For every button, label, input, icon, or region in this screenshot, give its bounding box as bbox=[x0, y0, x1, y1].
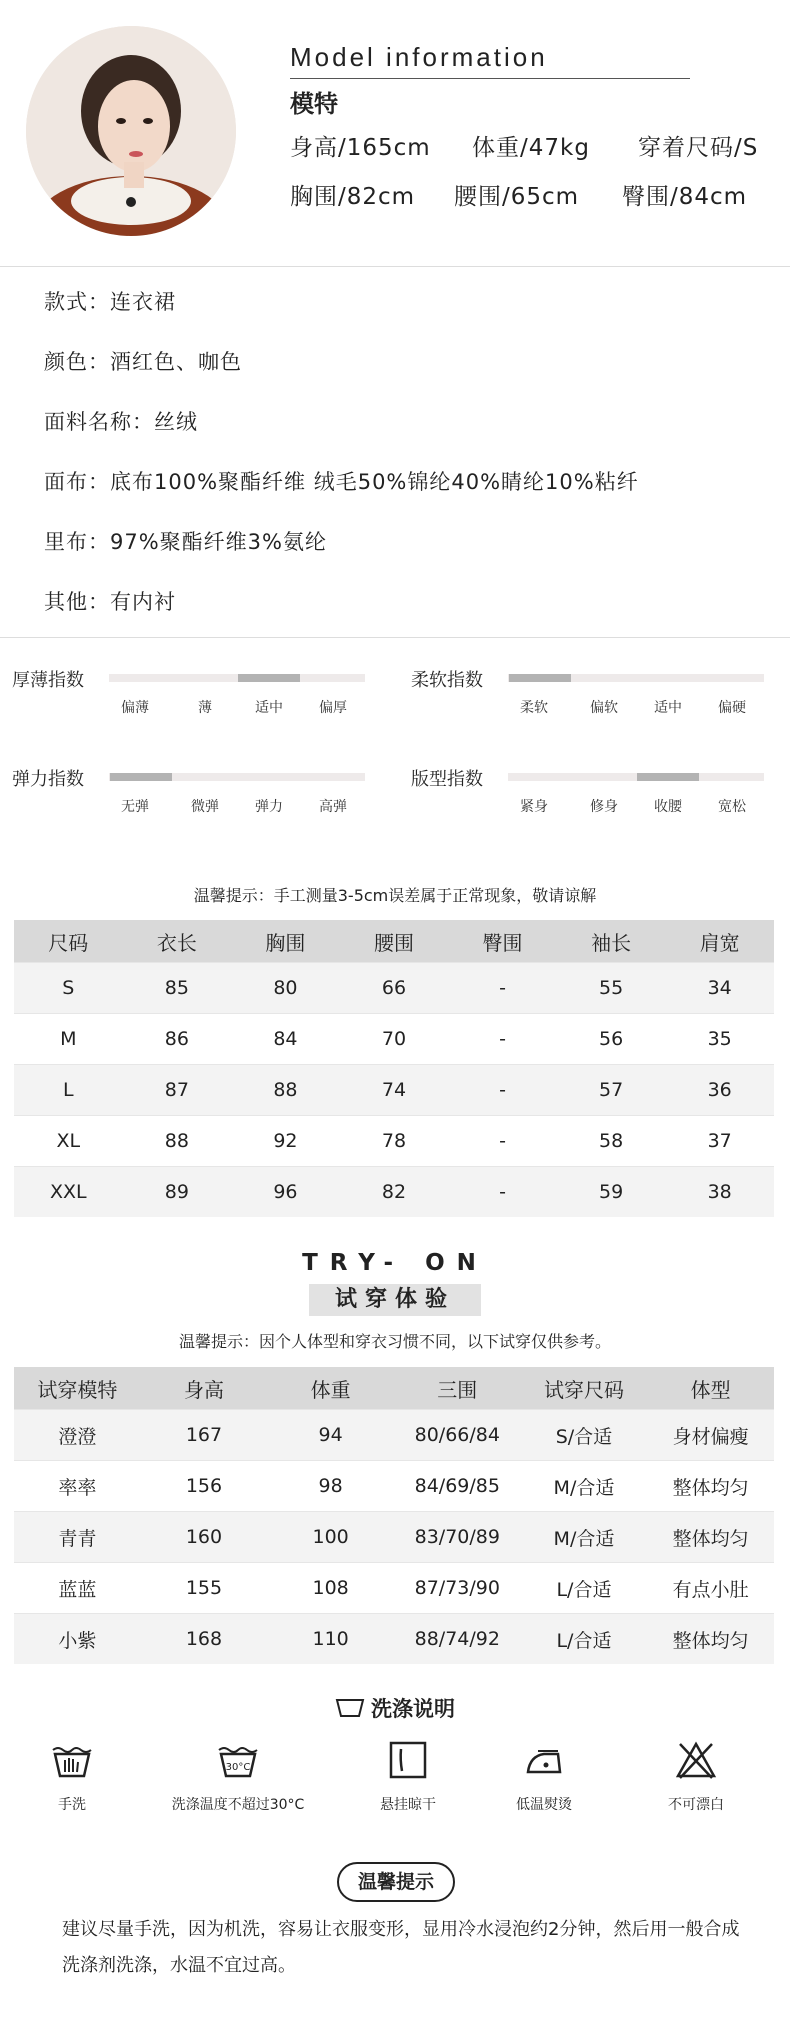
column-header: 腰围 bbox=[340, 920, 449, 963]
tryon-note: 温馨提示：因个人体型和穿衣习惯不同，以下试穿仅供参考。 bbox=[178, 1332, 611, 1351]
index-bar bbox=[508, 674, 764, 682]
column-header: 体型 bbox=[647, 1367, 774, 1410]
column-header: 尺码 bbox=[14, 920, 123, 963]
column-header: 臀围 bbox=[448, 920, 557, 963]
index-bar bbox=[508, 773, 764, 781]
index-tick-label: 高弹 bbox=[319, 799, 347, 815]
table-cell: XXL bbox=[14, 1167, 123, 1218]
table-cell: 55 bbox=[557, 963, 666, 1014]
spec-other: 其他：有内衬 bbox=[44, 590, 176, 614]
tryon-title-cn: 试穿体验 bbox=[309, 1284, 481, 1316]
table-cell: 167 bbox=[141, 1410, 268, 1461]
wash-instruction bbox=[469, 1738, 619, 1814]
table-cell: 35 bbox=[665, 1014, 774, 1065]
wash-label: 洗涤温度不超过30°C bbox=[171, 1797, 305, 1813]
index-tick-label: 偏硬 bbox=[718, 700, 746, 716]
wash-temp-text: 30°C bbox=[225, 1762, 251, 1773]
table-header-row bbox=[14, 920, 774, 963]
index-bar bbox=[109, 674, 365, 682]
table-cell: 84/69/85 bbox=[394, 1461, 521, 1512]
index-label: 版型指数 bbox=[411, 769, 483, 790]
table-cell: 57 bbox=[557, 1065, 666, 1116]
table-cell: 身材偏瘦 bbox=[647, 1410, 774, 1461]
index-tick-label: 薄 bbox=[198, 700, 212, 716]
tryon-table bbox=[14, 1367, 774, 1664]
table-cell: 156 bbox=[141, 1461, 268, 1512]
table-cell: S/合适 bbox=[521, 1410, 648, 1461]
table-row bbox=[14, 1512, 774, 1563]
index-tick-label: 紧身 bbox=[520, 799, 548, 815]
table-cell: 85 bbox=[123, 963, 232, 1014]
index-tick-label: 修身 bbox=[590, 799, 618, 815]
table-cell: S bbox=[14, 963, 123, 1014]
table-cell: 86 bbox=[123, 1014, 232, 1065]
index-tick-label: 收腰 bbox=[654, 799, 682, 815]
wash-instruction bbox=[621, 1738, 771, 1814]
model-photo bbox=[26, 26, 236, 236]
table-row bbox=[14, 1563, 774, 1614]
column-header: 胸围 bbox=[231, 920, 340, 963]
table-cell: 92 bbox=[231, 1116, 340, 1167]
table-cell: 155 bbox=[141, 1563, 268, 1614]
column-header: 袖长 bbox=[557, 920, 666, 963]
table-cell: 87 bbox=[123, 1065, 232, 1116]
wash-label: 低温熨烫 bbox=[516, 1797, 572, 1813]
model-height: 身高/165cm bbox=[290, 135, 431, 161]
wash-title bbox=[0, 1693, 790, 1724]
wash-label: 不可漂白 bbox=[668, 1797, 724, 1813]
title-underline bbox=[290, 78, 690, 79]
table-row bbox=[14, 1614, 774, 1665]
column-header: 体重 bbox=[267, 1367, 394, 1410]
model-info-title: Model information bbox=[290, 42, 548, 72]
column-header: 身高 bbox=[141, 1367, 268, 1410]
table-cell: 青青 bbox=[14, 1512, 141, 1563]
model-bust: 胸围/82cm bbox=[290, 184, 416, 210]
column-header: 试穿模特 bbox=[14, 1367, 141, 1410]
table-cell: 蓝蓝 bbox=[14, 1563, 141, 1614]
table-cell: 88 bbox=[231, 1065, 340, 1116]
table-cell: 160 bbox=[141, 1512, 268, 1563]
table-row bbox=[14, 1065, 774, 1116]
table-cell: 89 bbox=[123, 1167, 232, 1218]
index-bar-fill bbox=[637, 773, 699, 781]
low-iron-icon bbox=[522, 1738, 566, 1782]
spec-style: 款式：连衣裙 bbox=[44, 290, 176, 314]
table-cell: 有点小肚 bbox=[647, 1563, 774, 1614]
table-cell: 小紫 bbox=[14, 1614, 141, 1665]
size-table bbox=[14, 920, 774, 1217]
index-tick-label: 偏薄 bbox=[121, 700, 149, 716]
table-row bbox=[14, 963, 774, 1014]
model-subtitle: 模特 bbox=[290, 90, 338, 118]
table-cell: 70 bbox=[340, 1014, 449, 1065]
table-cell: - bbox=[448, 1116, 557, 1167]
table-cell: 100 bbox=[267, 1512, 394, 1563]
index-tick-label: 无弹 bbox=[121, 799, 149, 815]
column-header: 衣长 bbox=[123, 920, 232, 963]
tip-badge: 温馨提示 bbox=[337, 1862, 455, 1902]
table-cell: 59 bbox=[557, 1167, 666, 1218]
table-cell: 率率 bbox=[14, 1461, 141, 1512]
index-bar bbox=[109, 773, 365, 781]
table-cell: 94 bbox=[267, 1410, 394, 1461]
table-cell: 83/70/89 bbox=[394, 1512, 521, 1563]
table-cell: 96 bbox=[231, 1167, 340, 1218]
table-cell: 66 bbox=[340, 963, 449, 1014]
table-header-row bbox=[14, 1367, 774, 1410]
table-cell: 38 bbox=[665, 1167, 774, 1218]
table-cell: 110 bbox=[267, 1614, 394, 1665]
table-row bbox=[14, 1410, 774, 1461]
wash-label: 手洗 bbox=[58, 1797, 86, 1813]
table-cell: 58 bbox=[557, 1116, 666, 1167]
table-cell: 84 bbox=[231, 1014, 340, 1065]
index-bar-fill bbox=[509, 674, 571, 682]
column-header: 三围 bbox=[394, 1367, 521, 1410]
table-cell: - bbox=[448, 1065, 557, 1116]
index-label: 弹力指数 bbox=[12, 769, 84, 790]
table-cell: 88/74/92 bbox=[394, 1614, 521, 1665]
table-row bbox=[14, 1167, 774, 1218]
model-size: 穿着尺码/S bbox=[638, 135, 759, 161]
index-label: 厚薄指数 bbox=[12, 670, 84, 691]
spec-fabric-name: 面料名称：丝绒 bbox=[44, 410, 198, 434]
table-cell: 168 bbox=[141, 1614, 268, 1665]
size-note: 温馨提示：手工测量3-5cm误差属于正常现象，敬请谅解 bbox=[193, 886, 597, 905]
wash-instruction bbox=[163, 1738, 313, 1814]
wash-label: 悬挂晾干 bbox=[380, 1797, 436, 1813]
spec-outer-fabric: 面布：底布100%聚酯纤维 绒毛50%锦纶40%睛纶10%粘纤 bbox=[44, 470, 639, 494]
table-cell: 108 bbox=[267, 1563, 394, 1614]
table-cell: 37 bbox=[665, 1116, 774, 1167]
table-cell: 78 bbox=[340, 1116, 449, 1167]
table-cell: 整体均匀 bbox=[647, 1461, 774, 1512]
table-cell: M bbox=[14, 1014, 123, 1065]
no-bleach-icon bbox=[674, 1738, 718, 1782]
index-tick-label: 偏厚 bbox=[319, 700, 347, 716]
table-cell: M/合适 bbox=[521, 1461, 648, 1512]
table-cell: 整体均匀 bbox=[647, 1614, 774, 1665]
table-cell: XL bbox=[14, 1116, 123, 1167]
table-cell: L/合适 bbox=[521, 1563, 648, 1614]
table-row bbox=[14, 1116, 774, 1167]
table-cell: - bbox=[448, 963, 557, 1014]
basin-icon bbox=[335, 1697, 365, 1724]
table-row bbox=[14, 1461, 774, 1512]
index-tick-label: 偏软 bbox=[590, 700, 618, 716]
table-cell: 34 bbox=[665, 963, 774, 1014]
table-cell: 36 bbox=[665, 1065, 774, 1116]
table-cell: 整体均匀 bbox=[647, 1512, 774, 1563]
spec-lining: 里布：97%聚酯纤维3%氨纶 bbox=[44, 530, 327, 554]
index-tick-label: 弹力 bbox=[255, 799, 283, 815]
wash-30-icon bbox=[216, 1738, 260, 1782]
table-cell: 澄澄 bbox=[14, 1410, 141, 1461]
table-cell: 74 bbox=[340, 1065, 449, 1116]
model-waist: 腰围/65cm bbox=[454, 184, 580, 210]
hang-dry-icon bbox=[386, 1738, 430, 1782]
table-cell: 87/73/90 bbox=[394, 1563, 521, 1614]
tip-text: 建议尽量手洗，因为机洗，容易让衣服变形，显用冷水浸泡约2分钟，然后用一般合成洗涤剂洗涤，水温不宜过高。 bbox=[62, 1919, 740, 1976]
spec-color: 颜色：酒红色、咖色 bbox=[44, 350, 242, 374]
index-tick-label: 适中 bbox=[255, 700, 283, 716]
model-hip: 臀围/84cm bbox=[622, 184, 748, 210]
table-cell: 80 bbox=[231, 963, 340, 1014]
table-cell: - bbox=[448, 1014, 557, 1065]
divider bbox=[0, 266, 790, 267]
table-cell: L/合适 bbox=[521, 1614, 648, 1665]
index-tick-label: 宽松 bbox=[718, 799, 746, 815]
table-cell: 80/66/84 bbox=[394, 1410, 521, 1461]
index-tick-label: 适中 bbox=[654, 700, 682, 716]
column-header: 肩宽 bbox=[665, 920, 774, 963]
wash-instruction bbox=[0, 1738, 147, 1814]
column-header: 试穿尺码 bbox=[521, 1367, 648, 1410]
table-cell: 98 bbox=[267, 1461, 394, 1512]
index-bar-fill bbox=[238, 674, 300, 682]
table-cell: 88 bbox=[123, 1116, 232, 1167]
table-cell: 56 bbox=[557, 1014, 666, 1065]
tryon-title-en: TRY- ON bbox=[302, 1250, 488, 1276]
index-tick-label: 柔软 bbox=[520, 700, 548, 716]
hand-wash-icon bbox=[50, 1738, 94, 1782]
divider bbox=[0, 637, 790, 638]
wash-instruction bbox=[333, 1738, 483, 1814]
index-label: 柔软指数 bbox=[411, 670, 483, 691]
table-cell: 82 bbox=[340, 1167, 449, 1218]
index-bar-fill bbox=[110, 773, 172, 781]
table-cell: M/合适 bbox=[521, 1512, 648, 1563]
model-weight: 体重/47kg bbox=[472, 135, 590, 161]
table-cell: L bbox=[14, 1065, 123, 1116]
wash-title-text: 洗涤说明 bbox=[371, 1697, 455, 1721]
table-row bbox=[14, 1014, 774, 1065]
table-cell: - bbox=[448, 1167, 557, 1218]
index-tick-label: 微弹 bbox=[191, 799, 219, 815]
